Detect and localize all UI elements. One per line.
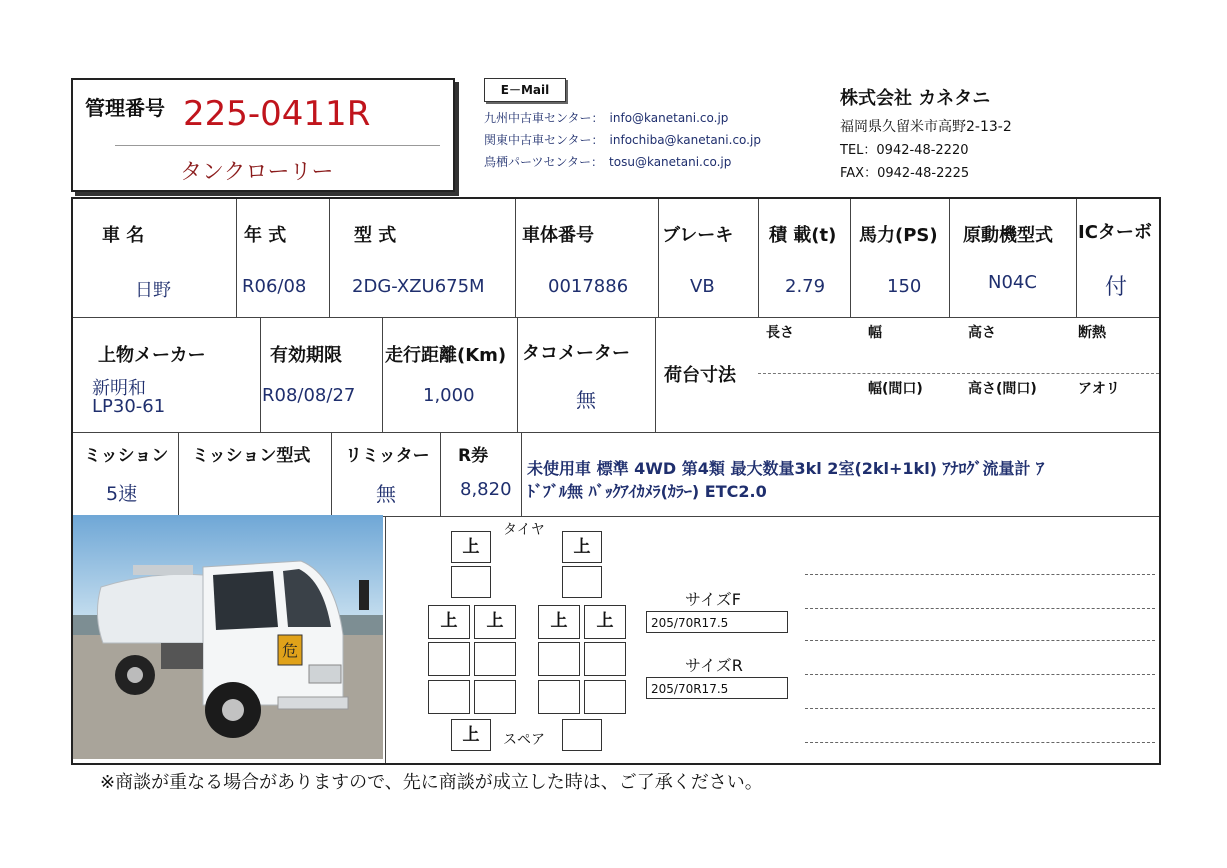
value-ic-turbo: 付 [1105, 275, 1128, 300]
value-tachometer: 無 [576, 388, 596, 412]
value-mileage: 1,000 [423, 385, 475, 406]
bed-opening-width-label: 幅(間口) [868, 381, 923, 397]
tire-rear-right-inner-mark: 上 [538, 605, 580, 639]
company-tel: TEL：0942-48-2220 [840, 143, 969, 158]
email-row-kyushu: 九州中古車センター： info@kanetani.co.jp [484, 111, 729, 125]
vehicle-type: タンクローリー [180, 160, 334, 185]
value-maker-name: 新明和 [92, 378, 146, 399]
tire-rear-slot [584, 642, 626, 676]
header-body-maker: 上物メーカー [98, 345, 206, 366]
size-f-label: サイズF [685, 590, 741, 609]
value-expiry: R08/08/27 [262, 385, 356, 406]
header-model: 型 式 [354, 225, 397, 246]
row-divider [73, 317, 1159, 318]
tire-spare-slot [562, 719, 602, 751]
email-row-kanto: 関東中古車センター： infochiba@kanetani.co.jp [484, 133, 761, 147]
tire-rear-right-outer-mark: 上 [584, 605, 626, 639]
value-mission: 5速 [106, 483, 138, 505]
bed-height-label: 高さ [968, 325, 996, 341]
tire-rear-left-outer-mark: 上 [428, 605, 470, 639]
bed-dimensions-label: 荷台寸法 [664, 365, 736, 386]
email-tag: E－Mail [484, 78, 566, 102]
truck-image [73, 515, 383, 759]
note-line [805, 708, 1155, 709]
value-year: R06/08 [242, 276, 307, 297]
spare-label: スペア [503, 732, 545, 748]
tire-rear-slot [538, 680, 580, 714]
value-car-name: 日野 [135, 280, 171, 301]
header-chassis-no: 車体番号 [522, 225, 594, 246]
value-brake: VB [690, 276, 715, 297]
bed-length-label: 長さ [766, 325, 794, 341]
header-mileage: 走行距離(Km) [385, 345, 507, 366]
notes-line-1: 未使用車 標準 4WD 第4類 最大数量3kl 2室(2kl+1kl) ｱﾅﾛｸﾞ流量計 ｱ [527, 459, 1045, 478]
note-line [805, 742, 1155, 743]
company-fax: FAX：0942-48-2225 [840, 166, 970, 181]
management-label: 管理番号 [85, 96, 165, 120]
value-chassis-no: 0017886 [548, 276, 629, 297]
svg-text:危: 危 [281, 641, 299, 660]
tire-spare-mark: 上 [451, 719, 491, 751]
tire-rear-slot [584, 680, 626, 714]
tire-title: タイヤ [503, 522, 545, 538]
tire-front-left-mark: 上 [451, 531, 491, 563]
header-limiter: リミッター [345, 446, 430, 466]
tire-rear-slot [538, 642, 580, 676]
header-car-name: 車 名 [102, 225, 145, 246]
tire-front-right-mark: 上 [562, 531, 602, 563]
value-limiter: 無 [376, 482, 396, 506]
value-horsepower: 150 [887, 276, 922, 297]
company-name: 株式会社 カネタニ [840, 88, 991, 109]
header-year: 年 式 [244, 225, 287, 246]
header-capacity: 積 載(t) [769, 225, 837, 246]
header-ic-turbo: ICターボ [1078, 222, 1152, 243]
bed-insulation-label: 断熱 [1078, 325, 1106, 341]
bed-divider [758, 373, 1159, 374]
bed-width-label: 幅 [868, 325, 882, 341]
note-line [805, 674, 1155, 675]
email-link-tosu[interactable]: tosu@kanetani.co.jp [609, 155, 732, 169]
header-tachometer: タコメーター [522, 343, 630, 364]
header-brake: ブレーキ [662, 225, 734, 246]
header-horsepower: 馬力(PS) [859, 225, 938, 246]
tire-front-right-slot [562, 566, 602, 598]
tire-rear-slot [474, 642, 516, 676]
value-r-ticket: 8,820 [460, 479, 512, 500]
management-number: 225-0411R [183, 94, 371, 134]
size-f-field: 205/70R17.5 [646, 611, 788, 633]
email-link-kanto[interactable]: infochiba@kanetani.co.jp [609, 133, 761, 147]
size-r-field: 205/70R17.5 [646, 677, 788, 699]
note-line [805, 574, 1155, 575]
note-line [805, 640, 1155, 641]
size-r-label: サイズR [685, 656, 743, 675]
tire-front-left-slot [451, 566, 491, 598]
value-engine-model: N04C [988, 272, 1037, 293]
header-divider [115, 145, 440, 146]
tire-rear-slot [428, 680, 470, 714]
header-expiry: 有効期限 [270, 345, 342, 366]
truck-photo [73, 515, 383, 759]
company-address: 福岡県久留米市高野2-13-2 [840, 119, 1012, 135]
header-engine-model: 原動機型式 [963, 225, 1053, 246]
tire-rear-left-inner-mark: 上 [474, 605, 516, 639]
value-capacity: 2.79 [785, 276, 826, 297]
value-maker-model: LP30-61 [92, 396, 166, 417]
footer-note: ※商談が重なる場合がありますので、先に商談が成立した時は、ご了承ください。 [100, 772, 763, 793]
bed-side-gate-label: アオリ [1078, 381, 1120, 397]
header-mission-type: ミッション型式 [192, 446, 311, 466]
bed-opening-height-label: 高さ(間口) [968, 381, 1037, 397]
email-row-tosu: 鳥栖パーツセンター： tosu@kanetani.co.jp [484, 155, 732, 169]
tire-rear-slot [428, 642, 470, 676]
note-line [805, 608, 1155, 609]
notes-line-2: ﾄﾞﾌﾞﾙ無 ﾊﾞｯｸｱｲｶﾒﾗ(ｶﾗｰ) ETC2.0 [527, 482, 767, 501]
tire-rear-slot [474, 680, 516, 714]
row-divider [73, 432, 1159, 433]
email-link-kyushu[interactable]: info@kanetani.co.jp [609, 111, 729, 125]
header-mission: ミッション [84, 446, 169, 466]
value-model: 2DG-XZU675M [352, 276, 485, 297]
header-r-ticket: R券 [458, 446, 489, 466]
